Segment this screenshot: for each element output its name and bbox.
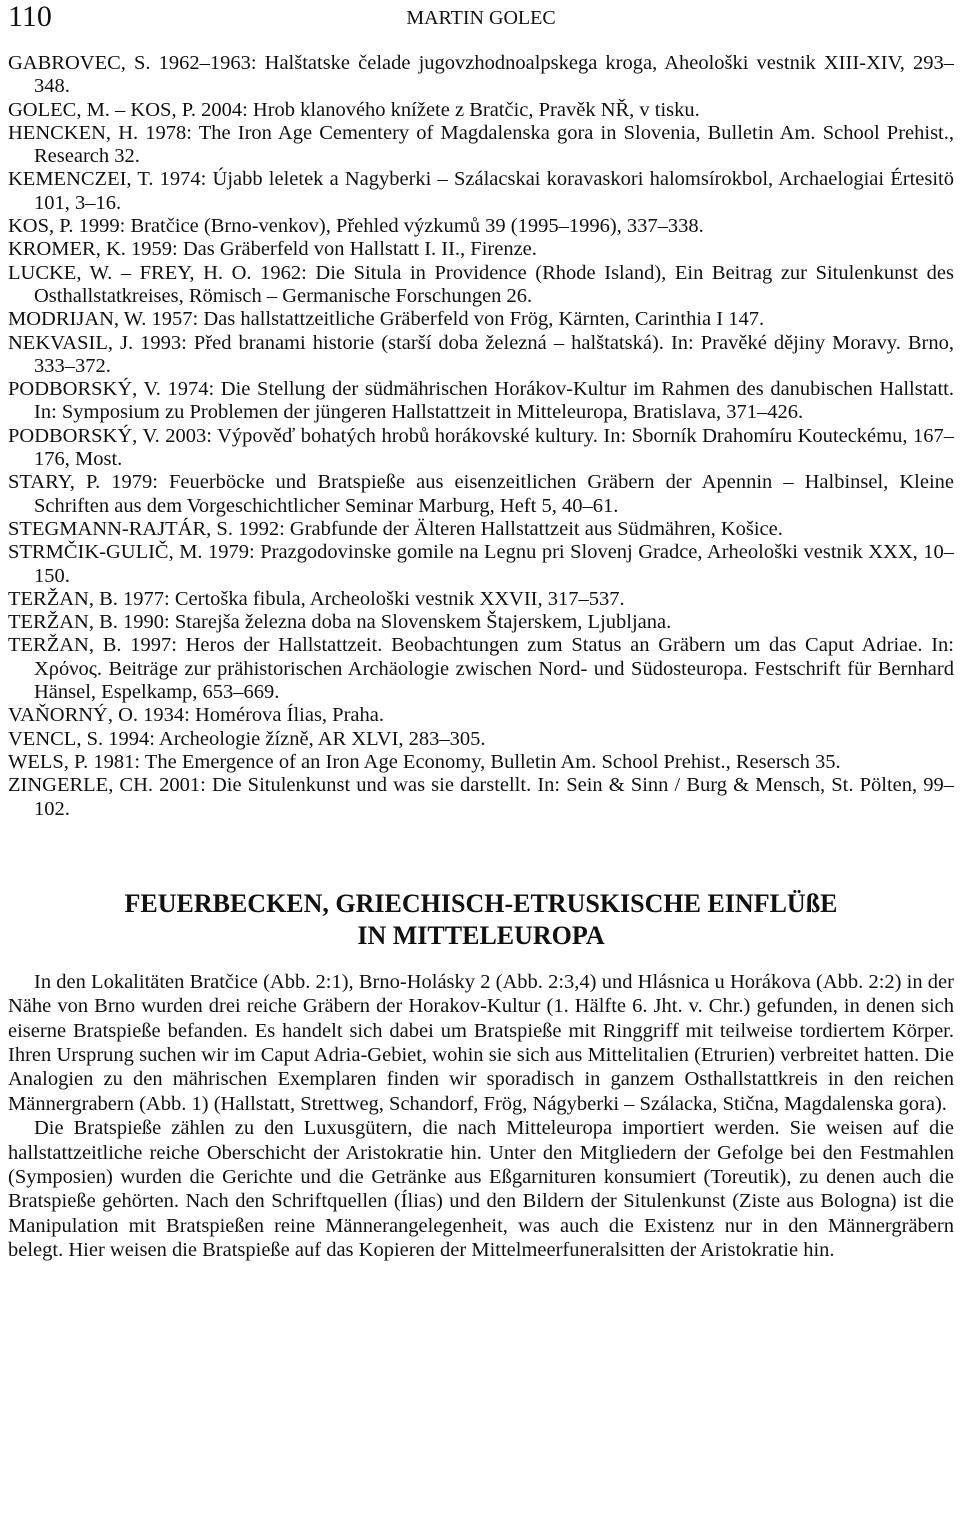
reference-entry: ZINGERLE, CH. 2001: Die Situlenkunst und was sie darstellt. In: Sein & Sinn / Burg & Mensch, St. Pölten, 99–102.: [8, 774, 954, 820]
reference-entry: NEKVASIL, J. 1993: Před branami historie (starší doba železná – halštatská). In: Pravěké dějiny Moravy. Brno, 333–372.: [8, 331, 954, 377]
reference-entry: PODBORSKÝ, V. 1974: Die Stellung der südmährischen Horákov-Kultur im Rahmen des danubischen Hallstatt. In: Symposium zu Problemen der jüngeren Hallstattzeit in Mitteleuropa, Bratislava, 371–426.: [8, 378, 954, 424]
reference-entry: KEMENCZEI, T. 1974: Újabb leletek a Nagyberki – Szálacskai koravaskori halomsírokbol, Archaelogiai Értesitö 101, 3–16.: [8, 168, 954, 214]
reference-entry: TERŽAN, B. 1997: Heros der Hallstattzeit. Beobachtungen zum Status an Gräbern um das Caput Adriae. In: Χρόνος. Beiträge zur prähistorischen Archäologie zwischen Nord- und Südosteuropa. Festschrift für Bernhard Hänsel, Espelkamp, 653–669.: [8, 634, 954, 704]
reference-entry: GOLEC, M. – KOS, P. 2004: Hrob klanového knížete z Bratčic, Pravěk NŘ, v tisku.: [8, 98, 700, 121]
reference-entry: TERŽAN, B. 1977: Certoška fibula, Archeološki vestnik XXVII, 317–537.: [8, 587, 625, 610]
reference-entry: KROMER, K. 1959: Das Gräberfeld von Hallstatt I. II., Firenze.: [8, 238, 537, 261]
reference-entry: VENCL, S. 1994: Archeologie žízně, AR XLVI, 283–305.: [8, 727, 486, 750]
section-title-line-2: IN MITTELEUROPA: [357, 920, 605, 950]
reference-entry: KOS, P. 1999: Bratčice (Brno-venkov), Přehled výzkumů 39 (1995–1996), 337–338.: [8, 215, 704, 238]
body-paragraph: Die Bratspieße zählen zu den Luxusgütern, die nach Mitteleuropa importiert werden. Sie weisen auf die hallstattzeitliche reiche Oberschicht der Aristokratie hin. Unter den Mitgliedern der Gefolge bei den Festmahlen (Symposien) wurden die Gerichte und die Getränke aus Eßgarnituren konsumiert (Toreutik), zu denen auch die Bratspieße gehörten. Nach den Schriftquellen (Ílias) und den Bildern der Situlenkunst (Ziste aus Bologna) ist die Manipulation mit Bratspießen reine Männerangelegenheit, was auch die Existenz nur in den Männergräbern belegt. Hier weisen die Bratspieße auf das Kopieren der Mittelmeerfuneralsitten der Aristokratie hin.: [8, 1117, 954, 1262]
section-title: [8, 888, 954, 952]
reference-entry: TERŽAN, B. 1990: Starejša železna doba na Slovenskem Štajerskem, Ljubljana.: [8, 611, 672, 634]
reference-entry: PODBORSKÝ, V. 2003: Výpověď bohatých hrobů horákovské kultury. In: Sborník Drahomíru Kouteckému, 167–176, Most.: [8, 424, 954, 471]
reference-entry: STEGMANN-RAJTÁR, S. 1992: Grabfunde der Älteren Hallstattzeit aus Südmähren, Košice.: [8, 517, 783, 540]
body-text: [8, 970, 954, 1263]
reference-entry: VAŇORNÝ, O. 1934: Homérova Ílias, Praha.: [8, 704, 384, 727]
reference-entry: HENCKEN, H. 1978: The Iron Age Cementery of Magdalenska gora in Slovenia, Bulletin Am. School Prehist., Research 32.: [8, 121, 954, 168]
bibliography-list: [8, 52, 954, 821]
page-header: [8, 0, 954, 42]
reference-entry: STARY, P. 1979: Feuerböcke und Bratspieße aus eisenzeitlichen Gräbern der Apennin – Halbinsel, Kleine Schriften aus dem Vorgeschichtlicher Seminar Marburg, Heft 5, 40–61.: [8, 471, 954, 517]
reference-entry: STRMČIK-GULIČ, M. 1979: Prazgodovinske gomile na Legnu pri Slovenj Gradce, Arheološki vestnik XXX, 10–150.: [8, 541, 954, 587]
section-title-line-1: FEUERBECKEN, GRIECHISCH-ETRUSKISCHE EINFLÜßE: [124, 888, 838, 918]
running-head-author: MARTIN GOLEC: [406, 7, 556, 29]
reference-entry: WELS, P. 1981: The Emergence of an Iron Age Economy, Bulletin Am. School Prehist., Resersch 35.: [8, 750, 841, 773]
page-number: 110: [8, 0, 52, 33]
body-paragraph: In den Lokalitäten Bratčice (Abb. 2:1), Brno-Holásky 2 (Abb. 2:3,4) und Hlásnica u Horákova (Abb. 2:2) in der Nähe von Brno wurden drei reiche Gräbern der Horakov-Kultur (1. Hälfte 6. Jht. v. Chr.) gefunden, in denen sich eiserne Bratspieße befanden. Es handelt sich dabei um Bratspieße mit Ringgriff mit teilweise tordiertem Körper. Ihren Ursprung suchen wir im Caput Adria-Gebiet, wohin sie sich aus Mittelitalien (Etrurien) verbreitet hatten. Die Analogien zu den mährischen Exemplaren finden wir sporadisch in ganzem Osthallstattkreis in den reichen Männergrabern (Abb. 1) (Hallstatt, Strettweg, Schandorf, Frög, Nágyberki – Szálacka, Stična, Magdalenska gora).: [8, 970, 954, 1115]
reference-entry: MODRIJAN, W. 1957: Das hallstattzeitliche Gräberfeld von Frög, Kärnten, Carinthia I 147.: [8, 308, 765, 331]
reference-entry: GABROVEC, S. 1962–1963: Halštatske čelade jugovzhodnoalpskega kroga, Aheološki vestnik XIII-XIV, 293–348.: [8, 52, 954, 98]
reference-entry: LUCKE, W. – FREY, H. O. 1962: Die Situla in Providence (Rhode Island), Ein Beitrag zur Situlenkunst des Osthallstatkreises, Römisch – Germanische Forschungen 26.: [8, 261, 954, 307]
